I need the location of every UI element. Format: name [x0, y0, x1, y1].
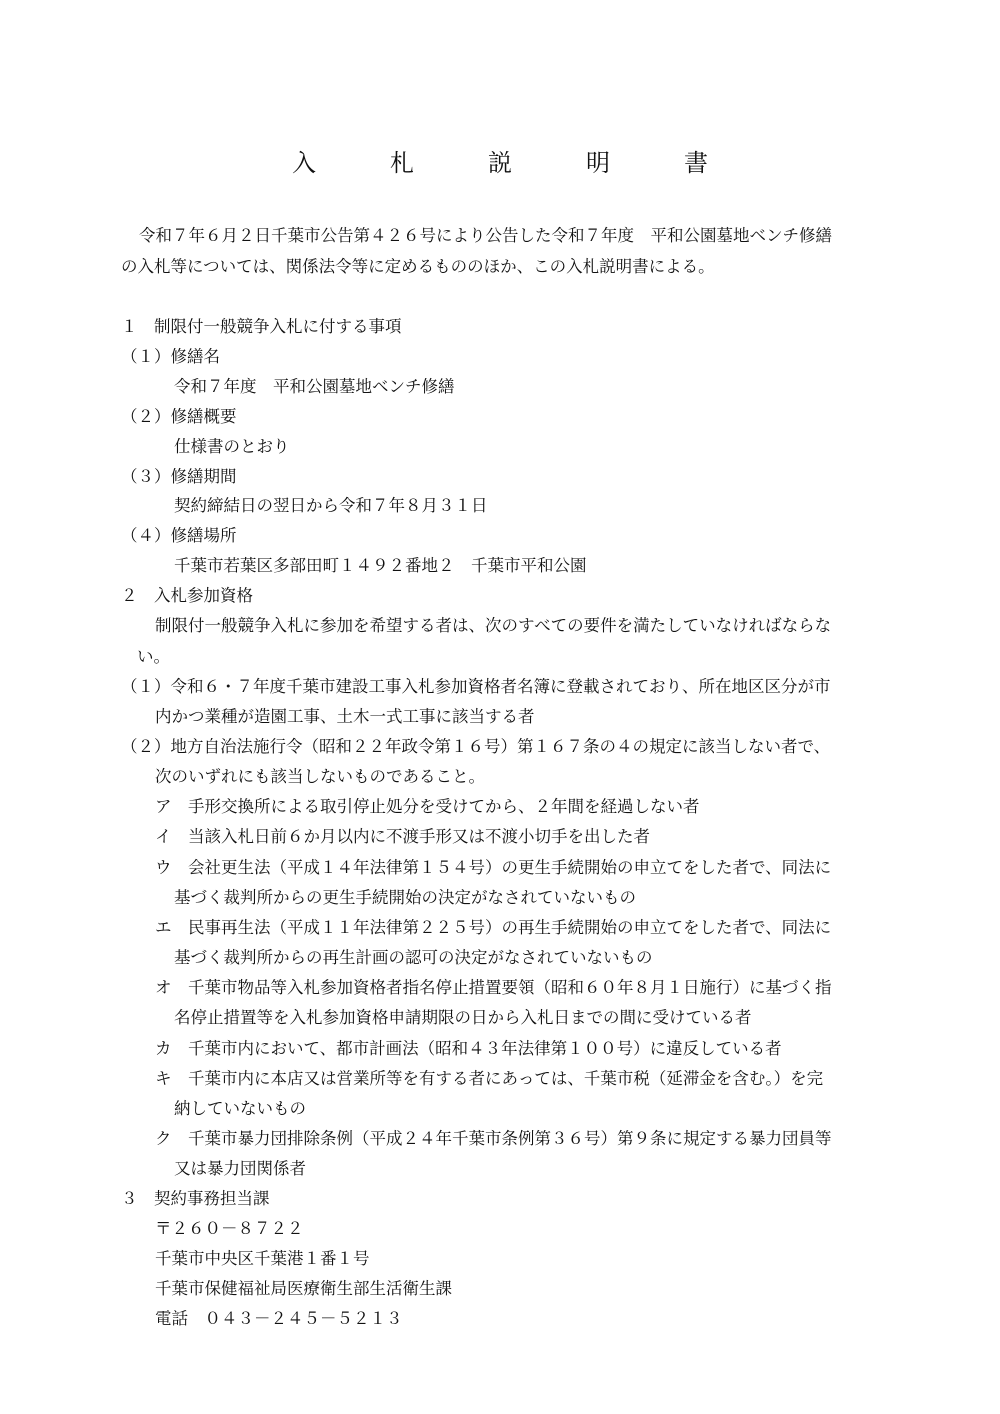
- subitem-i: イ 当該入札日前６か月以内に不渡手形又は不渡小切手を出した者: [155, 827, 650, 846]
- section-2-item-2-line-2: 次のいずれにも該当しないものであること。: [155, 767, 485, 786]
- subitem-o-line-1: オ 千葉市物品等入札参加資格者指名停止措置要領（昭和６０年８月１日施行）に基づく指: [155, 978, 832, 997]
- postal-code: 〒２６０－８７２２: [155, 1219, 304, 1238]
- intro-line-2: の入札等については、関係法令等に定めるもののほか、この入札説明書による。: [121, 257, 715, 276]
- subitem-ku-line-2: 又は暴力団関係者: [174, 1159, 306, 1178]
- subitem-ki-line-2: 納していないもの: [174, 1099, 306, 1118]
- section-2-heading: ２ 入札参加資格: [121, 586, 253, 605]
- section-1-item-3-label: （３）修繕期間: [121, 467, 237, 486]
- subitem-ka: カ 千葉市内において、都市計画法（昭和４３年法律第１００号）に違反している者: [155, 1039, 782, 1058]
- section-1-item-4-label: （４）修繕場所: [121, 526, 237, 545]
- section-2-item-2-line-1: （２）地方自治法施行令（昭和２２年政令第１６号）第１６７条の４の規定に該当しない者で、: [121, 737, 831, 756]
- section-2-intro-line-1: 制限付一般競争入札に参加を希望する者は、次のすべての要件を満たしていなければならな: [155, 616, 832, 635]
- section-3-heading: ３ 契約事務担当課: [121, 1189, 270, 1208]
- section-1-item-2-label: （２）修繕概要: [121, 407, 237, 426]
- phone-number: 電話 ０４３－２４５－５２１３: [155, 1309, 403, 1328]
- subitem-u-line-1: ウ 会社更生法（平成１４年法律第１５４号）の更生手続開始の申立てをした者で、同法に: [155, 858, 832, 877]
- section-1-item-1-label: （１）修繕名: [121, 347, 220, 366]
- subitem-a: ア 手形交換所による取引停止処分を受けてから、２年間を経過しない者: [155, 797, 700, 816]
- section-2-item-1-line-1: （１）令和６・７年度千葉市建設工事入札参加資格者名簿に登載されており、所在地区区分が市: [121, 677, 831, 696]
- address: 千葉市中央区千葉港１番１号: [155, 1249, 370, 1268]
- subitem-u-line-2: 基づく裁判所からの更生手続開始の決定がなされていないもの: [174, 888, 636, 907]
- subitem-ki-line-1: キ 千葉市内に本店又は営業所等を有する者にあっては、千葉市税（延滞金を含む。）を完: [155, 1069, 824, 1088]
- subitem-ku-line-1: ク 千葉市暴力団排除条例（平成２４年千葉市条例第３６号）第９条に規定する暴力団員等: [155, 1129, 832, 1148]
- section-1-heading: １ 制限付一般競争入札に付する事項: [121, 317, 402, 336]
- section-1-item-2-value: 仕様書のとおり: [174, 437, 290, 456]
- section-1-item-1-value: 令和７年度 平和公園墓地ベンチ修繕: [174, 377, 455, 396]
- department: 千葉市保健福祉局医療衛生部生活衛生課: [155, 1279, 452, 1298]
- subitem-e-line-2: 基づく裁判所からの再生計画の認可の決定がなされていないもの: [174, 948, 653, 967]
- subitem-o-line-2: 名停止措置等を入札参加資格申請期限の日から入札日までの間に受けている者: [174, 1008, 752, 1027]
- section-2-intro-line-2: い。: [137, 647, 170, 666]
- section-1-item-3-value: 契約締結日の翌日から令和７年８月３１日: [174, 496, 488, 515]
- section-2-item-1-line-2: 内かつ業種が造園工事、土木一式工事に該当する者: [155, 707, 535, 726]
- intro-line-1: 令和７年６月２日千葉市公告第４２６号により公告した令和７年度 平和公園墓地ベンチ修繕: [139, 226, 832, 245]
- section-1-item-4-value: 千葉市若葉区多部田町１４９２番地２ 千葉市平和公園: [174, 556, 587, 575]
- document-title: 入札説明書: [292, 149, 782, 177]
- subitem-e-line-1: エ 民事再生法（平成１１年法律第２２５号）の再生手続開始の申立てをした者で、同法に: [155, 918, 832, 937]
